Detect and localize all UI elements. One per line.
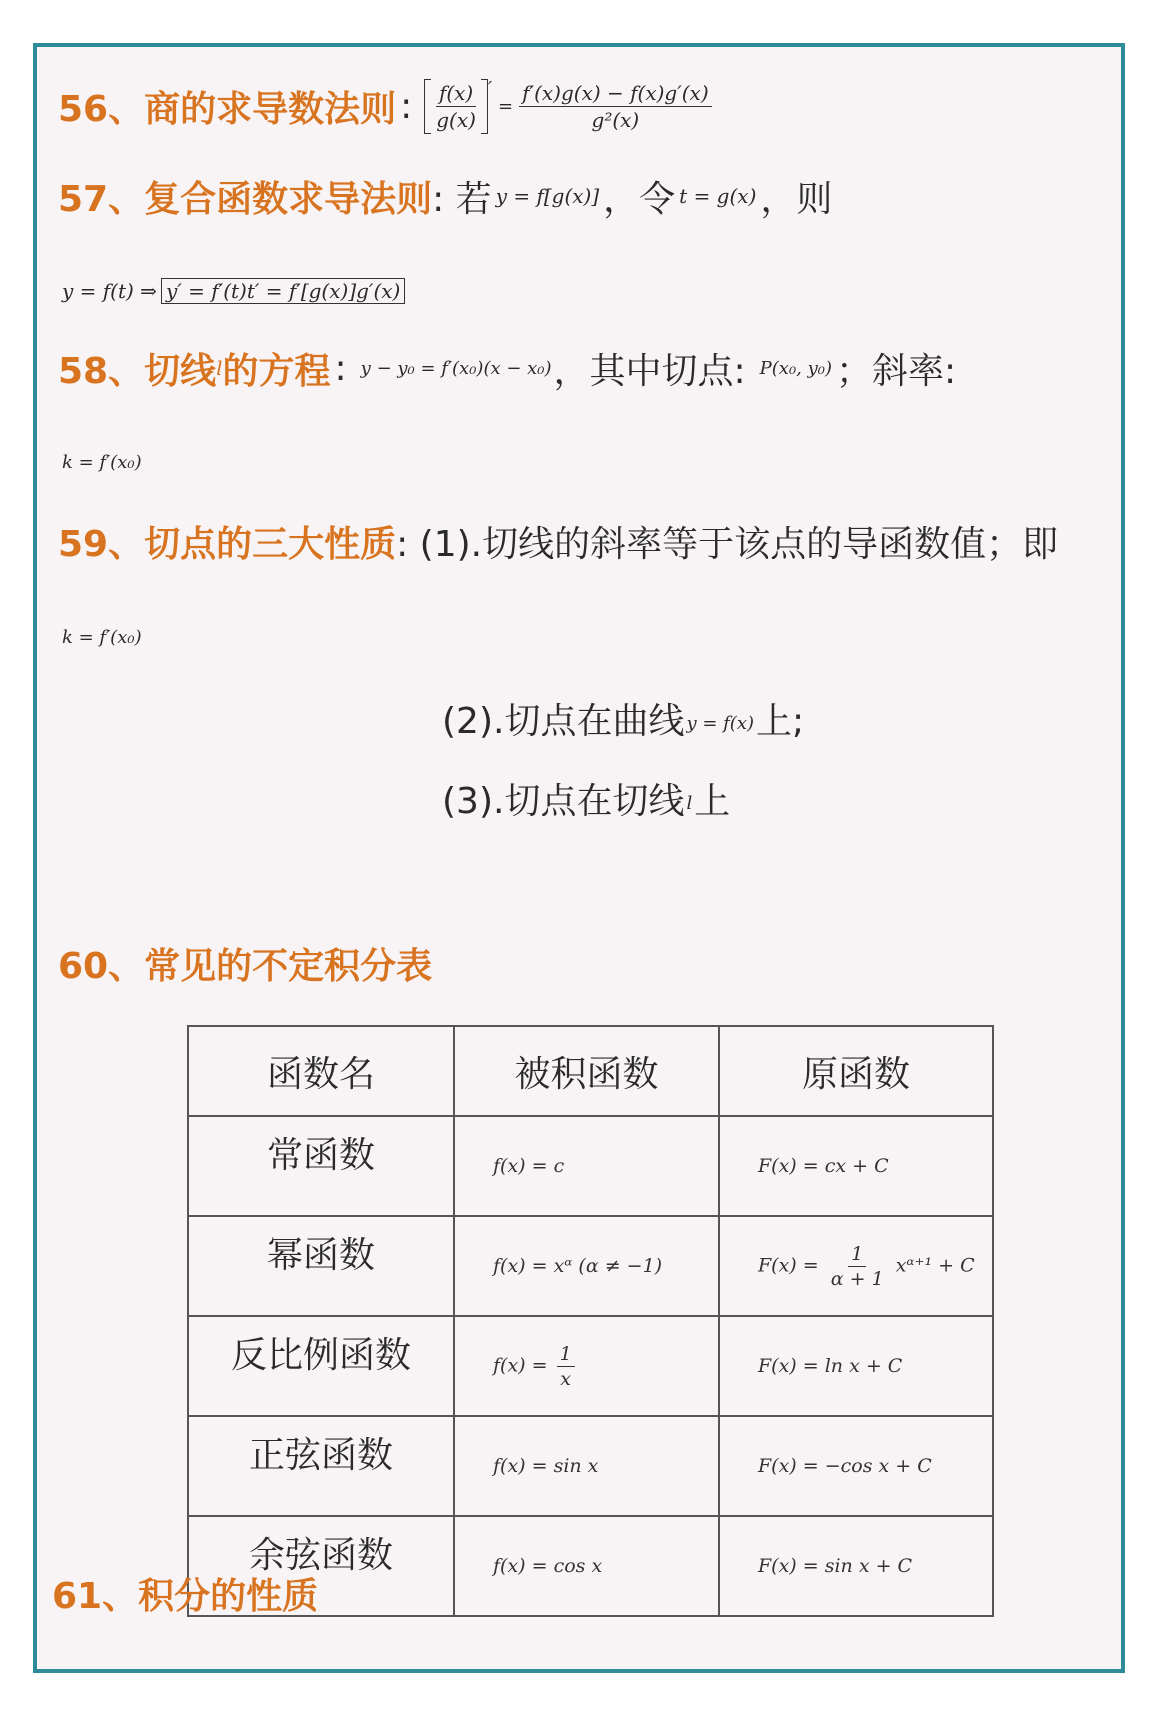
section-58-colon: : xyxy=(334,347,347,389)
section-58-text-end: ；斜率: xyxy=(836,350,957,392)
section-58-heading-a: 58、切线 xyxy=(58,350,217,392)
row-name: 幂函数 xyxy=(188,1216,454,1316)
reciprocal-f-prefix: f(x) = xyxy=(493,1354,548,1376)
section-59-item-1: : (1).切线的斜率等于该点的导函数值；即 xyxy=(396,523,1059,565)
table-row xyxy=(188,1316,993,1416)
row-name: 余弦函数 xyxy=(188,1516,454,1616)
section-59-slope: k = f′(x₀) xyxy=(62,627,142,648)
row-integrand: f(x) = c xyxy=(454,1116,719,1216)
header-function-name: 函数名 xyxy=(188,1026,454,1116)
tangent-point: P(x₀, y₀) xyxy=(759,357,833,379)
section-58-text-mid: ，其中切点: xyxy=(553,350,746,392)
quotient-equals: = xyxy=(498,95,514,117)
section-57-math-1: y = f[g(x)] xyxy=(495,184,600,208)
row-antiderivative: F(x) = sin x + C xyxy=(719,1516,993,1616)
row-antiderivative: F(x) = cx + C xyxy=(719,1116,993,1216)
row-integrand xyxy=(454,1316,719,1416)
table-row xyxy=(188,1416,993,1516)
section-56 xyxy=(58,76,712,136)
section-57-line-2 xyxy=(62,278,405,304)
section-57-heading: 57、复合函数求导法则 xyxy=(58,178,433,220)
row-integrand: f(x) = cos x xyxy=(454,1516,719,1616)
section-59-item-2 xyxy=(442,690,804,746)
item-3-text-b: 上 xyxy=(694,780,731,822)
item-3-text-a: (3).切点在切线 xyxy=(442,780,685,822)
rhs-numerator: f′(x)g(x) − f(x)g′(x) xyxy=(519,81,712,107)
tangent-equation: y − y₀ = f′(x₀)(x − x₀) xyxy=(360,357,552,379)
table-header-row xyxy=(188,1026,993,1116)
reciprocal-f-numerator: 1 xyxy=(557,1343,575,1367)
item-2-math: y = f(x) xyxy=(686,712,755,734)
section-57-math-2: t = g(x) xyxy=(679,184,757,208)
row-antiderivative xyxy=(719,1216,993,1316)
power-F-suffix: xᵅ⁺¹ + C xyxy=(895,1254,975,1276)
section-58-heading-b: 的方程 xyxy=(222,350,331,392)
section-60-heading: 60、常见的不定积分表 xyxy=(58,946,433,987)
row-name: 正弦函数 xyxy=(188,1416,454,1516)
section-57-text-c: ，则 xyxy=(760,178,833,220)
row-integrand: f(x) = xᵅ (α ≠ −1) xyxy=(454,1216,719,1316)
section-56-heading: 56、商的求导数法则 xyxy=(58,88,397,130)
rhs-denominator: g²(x) xyxy=(591,107,640,132)
item-2-text-b: 上; xyxy=(756,700,805,742)
header-antiderivative: 原函数 xyxy=(719,1026,993,1116)
item-3-math: l xyxy=(686,792,693,814)
chain-rule-boxed: y′ = f′(t)t′ = f′[g(x)]g′(x) xyxy=(161,278,405,304)
power-F-numerator: 1 xyxy=(848,1243,866,1267)
section-61-heading: 61、积分的性质 xyxy=(52,1576,319,1617)
reciprocal-f-denominator: x xyxy=(560,1367,571,1390)
section-58-heading-l: l xyxy=(216,356,223,380)
chain-rule-prefix: y = f(t) ⇒ xyxy=(62,279,157,303)
lhs-numerator: f(x) xyxy=(436,81,476,107)
section-58 xyxy=(58,340,956,396)
row-name: 常函数 xyxy=(188,1116,454,1216)
section-59-item-3 xyxy=(442,770,730,826)
section-57 xyxy=(58,168,832,224)
row-antiderivative: F(x) = −cos x + C xyxy=(719,1416,993,1516)
lhs-denominator: g(x) xyxy=(436,107,476,132)
reciprocal-f-fraction xyxy=(557,1343,575,1390)
section-56-colon: : xyxy=(400,85,413,127)
row-integrand: f(x) = sin x xyxy=(454,1416,719,1516)
power-F-prefix: F(x) = xyxy=(758,1254,819,1276)
section-59-heading: 59、切点的三大性质 xyxy=(58,523,397,565)
row-antiderivative: F(x) = ln x + C xyxy=(719,1316,993,1416)
section-57-text-a: : 若 xyxy=(432,178,492,220)
row-name: 反比例函数 xyxy=(188,1316,454,1416)
quotient-lhs xyxy=(424,79,488,134)
quotient-rhs xyxy=(519,81,712,132)
power-F-fraction xyxy=(828,1243,887,1290)
header-integrand: 被积函数 xyxy=(454,1026,719,1116)
lhs-prime: ′ xyxy=(487,78,493,99)
table-row xyxy=(188,1216,993,1316)
section-58-slope: k = f′(x₀) xyxy=(62,452,142,473)
power-F-denominator: α + 1 xyxy=(830,1267,884,1290)
item-2-text-a: (2).切点在曲线 xyxy=(442,700,685,742)
integral-table xyxy=(187,1025,994,1617)
section-57-text-b: ，令 xyxy=(603,178,676,220)
section-59 xyxy=(58,513,1058,569)
table-row xyxy=(188,1116,993,1216)
